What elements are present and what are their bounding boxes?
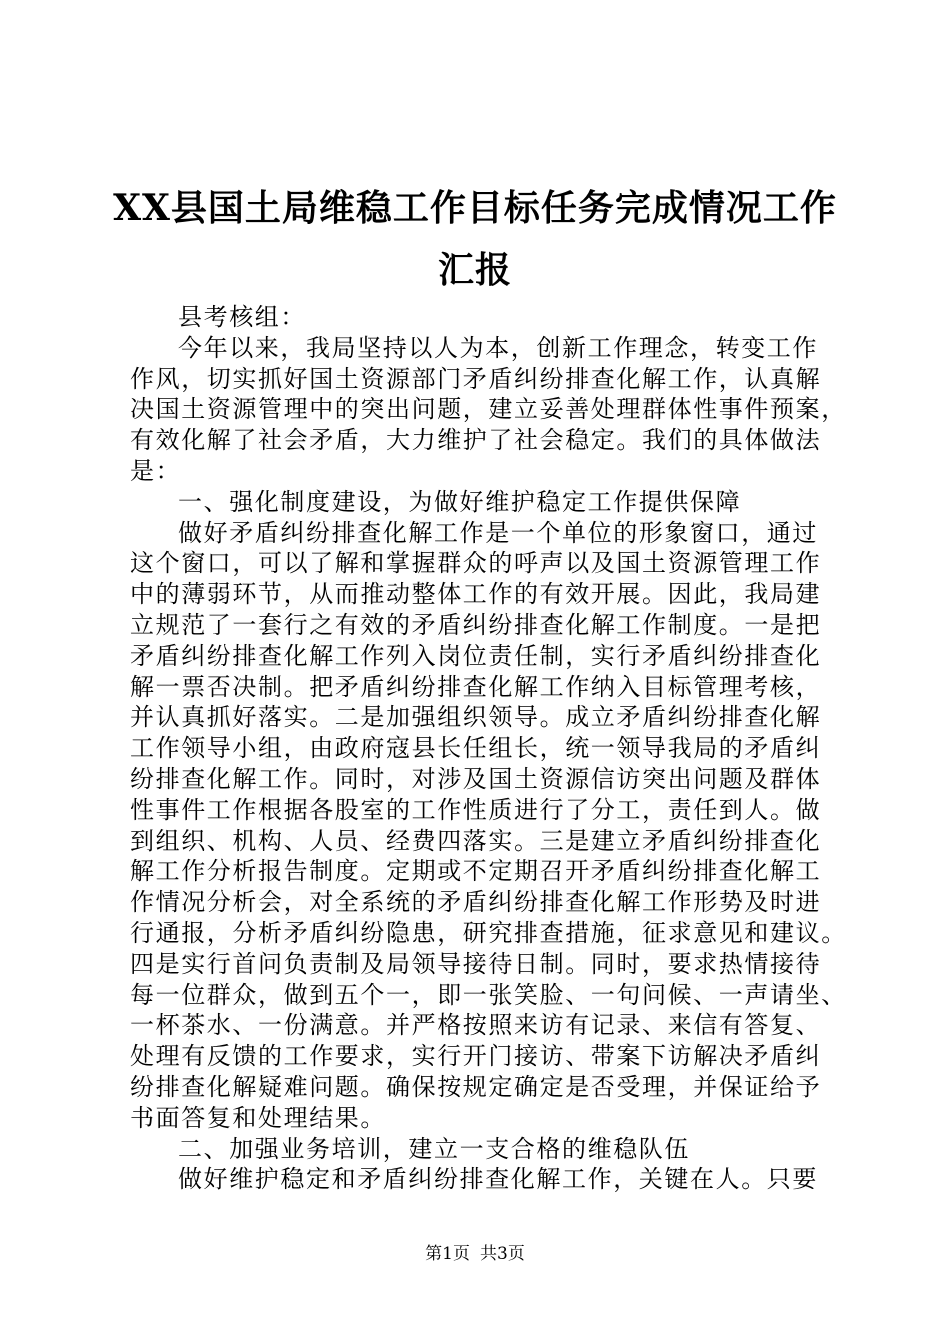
text-line: 矛盾纠纷排查化解工作列入岗位责任制，实行矛盾纠纷排查化	[130, 641, 822, 670]
text-line: 中的薄弱环节，从而推动整体工作的有效开展。因此，我局建	[130, 580, 822, 609]
text-line: 今年以来，我局坚持以人为本，创新工作理念，转变工作	[178, 333, 818, 362]
page-number: 第1页	[425, 1244, 470, 1264]
document-body	[130, 302, 847, 1195]
page-footer	[0, 1243, 950, 1265]
text-line: 决国土资源管理中的突出问题，建立妥善处理群体性事件预案，	[130, 395, 847, 424]
text-line: 做好矛盾纠纷排查化解工作是一个单位的形象窗口，通过	[178, 518, 818, 547]
text-line: 到组织、机构、人员、经费四落实。三是建立矛盾纠纷排查化	[130, 826, 822, 855]
text-line: 纷排查化解疑难问题。确保按规定确定是否受理，并保证给予	[130, 1072, 822, 1101]
page-count: 共3页	[480, 1244, 525, 1264]
text-line: 每一位群众，做到五个一，即一张笑脸、一句问候、一声请坐、	[130, 980, 847, 1009]
text-line: 处理有反馈的工作要求，实行开门接访、带案下访解决矛盾纠	[130, 1042, 822, 1071]
text-line: 四是实行首问负责制及局领导接待日制。同时，要求热情接待	[130, 949, 822, 978]
text-line: 解一票否决制。把矛盾纠纷排查化解工作纳入目标管理考核，	[130, 672, 822, 701]
document-title-line-1: XX县国土局维稳工作目标任务完成情况工作	[113, 187, 837, 229]
text-line: 二、加强业务培训，建立一支合格的维稳队伍	[178, 1134, 690, 1163]
text-line: 有效化解了社会矛盾，大力维护了社会稳定。我们的具体做法	[130, 426, 822, 455]
text-line: 做好维护稳定和矛盾纠纷排查化解工作，关键在人。只要	[178, 1165, 818, 1194]
text-line: 并认真抓好落实。二是加强组织领导。成立矛盾纠纷排查化解	[130, 703, 822, 732]
text-line: 解工作分析报告制度。定期或不定期召开矛盾纠纷排查化解工	[130, 857, 822, 886]
text-line: 性事件工作根据各股室的工作性质进行了分工，责任到人。做	[130, 795, 822, 824]
text-line: 行通报，分析矛盾纠纷隐患，研究排查措施，征求意见和建议。	[130, 918, 847, 947]
text-line: 一、强化制度建设，为做好维护稳定工作提供保障	[178, 487, 742, 516]
text-line: 工作领导小组，由政府寇县长任组长，统一领导我局的矛盾纠	[130, 734, 822, 763]
text-line: 纷排查化解工作。同时，对涉及国土资源信访突出问题及群体	[130, 764, 822, 793]
text-line: 作情况分析会，对全系统的矛盾纠纷排查化解工作形势及时进	[130, 888, 822, 917]
text-line: 作风，切实抓好国土资源部门矛盾纠纷排查化解工作，认真解	[130, 364, 822, 393]
text-line: 是：	[130, 456, 182, 485]
text-line: 立规范了一套行之有效的矛盾纠纷排查化解工作制度。一是把	[130, 610, 822, 639]
text-line: 书面答复和处理结果。	[130, 1103, 386, 1132]
text-line: 一杯茶水、一份满意。并严格按照来访有记录、来信有答复、	[130, 1011, 822, 1040]
document-title-line-2: 汇报	[437, 249, 512, 291]
text-line: 县考核组：	[178, 303, 306, 331]
text-line: 这个窗口，可以了解和掌握群众的呼声以及国土资源管理工作	[130, 549, 822, 578]
